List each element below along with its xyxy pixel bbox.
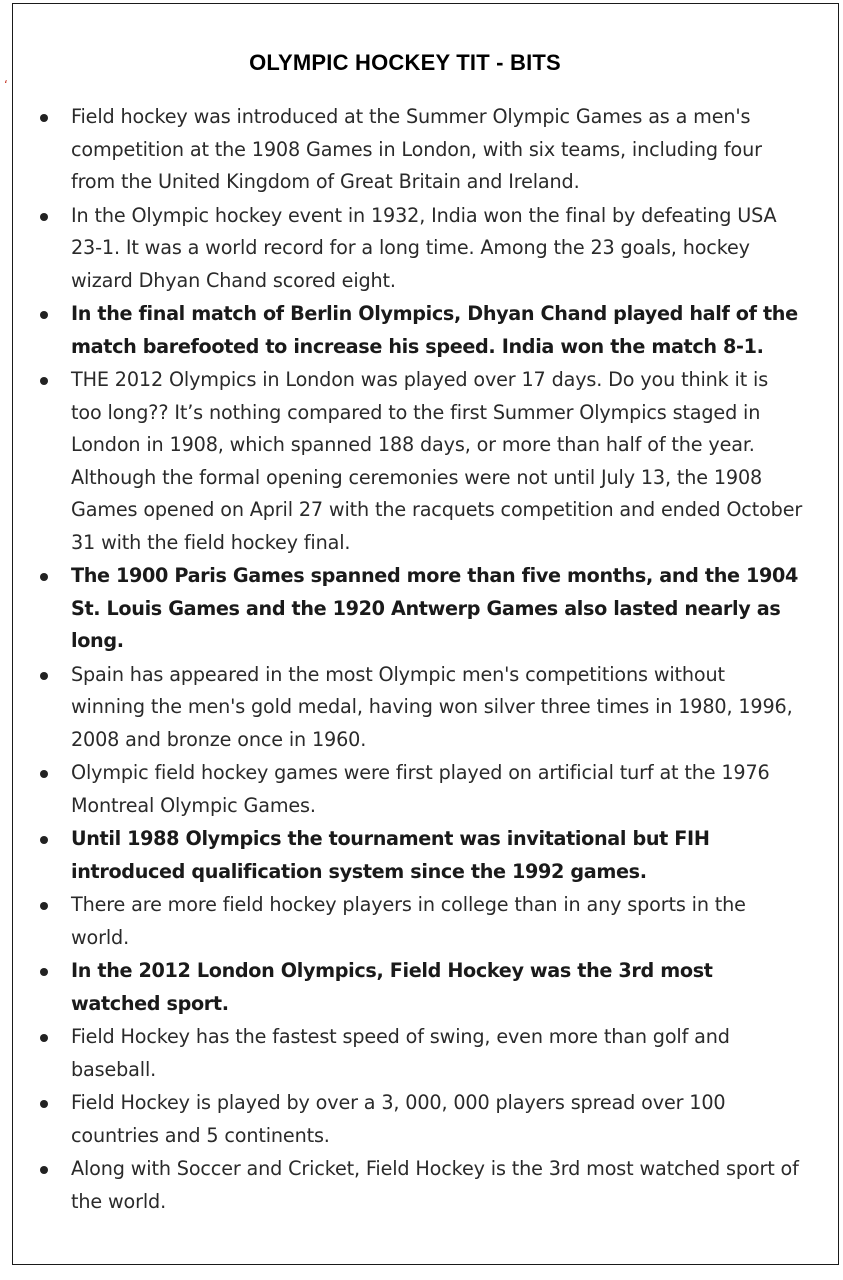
fact-item [33, 1087, 803, 1152]
fact-item [33, 1153, 803, 1218]
bullet-icon [40, 968, 48, 976]
fact-text: Field hockey was introduced at the Summer Olympic Games as a men's competition at the 1908 Games in London, with six teams, including four from the United Kingdom of Great Britain and Ireland. [71, 105, 762, 193]
bullet-icon [40, 902, 48, 910]
bullet-icon [40, 672, 48, 680]
fact-text: Until 1988 Olympics the tournament was invitational but FIH introduced qualification system since the 1992 games. [71, 827, 710, 883]
bullet-icon [40, 573, 48, 581]
fact-text: In the final match of Berlin Olympics, Dhyan Chand played half of the match barefooted to increase his speed. India won the match 8-1. [71, 302, 798, 358]
fact-text: There are more field hockey players in college than in any sports in the world. [71, 893, 746, 949]
fact-item [33, 659, 803, 757]
fact-text: Along with Soccer and Cricket, Field Hockey is the 3rd most watched sport of the world. [71, 1157, 799, 1213]
margin-ink-mark: ‘ [4, 78, 8, 92]
fact-item [33, 200, 803, 298]
fact-text: Spain has appeared in the most Olympic men's competitions without winning the men's gold medal, having won silver three times in 1980, 1996, 2008 and bronze once in 1960. [71, 662, 793, 751]
fact-item [33, 298, 803, 363]
bullet-icon [40, 213, 48, 221]
bullet-icon [40, 770, 48, 778]
fact-item [33, 955, 803, 1020]
fact-item [33, 101, 803, 199]
fact-text: In the Olympic hockey event in 1932, India won the final by defeating USA 23-1. It was a world record for a long time. Among the 23 goals, hockey wizard Dhyan Chand scored eight. [71, 203, 777, 292]
page-title: OLYMPIC HOCKEY TIT - BITS [249, 50, 561, 75]
fact-item [33, 560, 803, 658]
fact-item [33, 889, 803, 954]
fact-text: THE 2012 Olympics in London was played over 17 days. Do you think it is too long?? It’s nothing compared to the first Summer Olympics staged in London in 1908, which spanned 188 days, or more than half of the year. Although the formal opening ceremonies were not until July 13, the 1908 Games opened on April 27 with the racquets competition and ended October 31 with the field hockey final. [71, 368, 803, 554]
bullet-icon [40, 836, 48, 844]
fact-text: Field Hockey has the fastest speed of swing, even more than golf and baseball. [71, 1025, 730, 1081]
fact-text: The 1900 Paris Games spanned more than five months, and the 1904 St. Louis Games and the 1920 Antwerp Games also lasted nearly as long. [71, 564, 798, 652]
bullet-icon [40, 377, 48, 385]
bullet-icon [40, 114, 48, 122]
fact-item [33, 823, 803, 888]
facts-list [33, 101, 803, 1219]
fact-item [33, 757, 803, 822]
fact-text: Olympic field hockey games were first played on artificial turf at the 1976 Montreal Olympic Games. [71, 761, 770, 817]
bullet-icon [40, 311, 48, 319]
fact-item [33, 364, 803, 559]
fact-text: In the 2012 London Olympics, Field Hockey was the 3rd most watched sport. [71, 959, 713, 1015]
bullet-icon [40, 1100, 48, 1108]
fact-item [33, 1021, 803, 1086]
bullet-icon [40, 1034, 48, 1042]
fact-text: Field Hockey is played by over a 3, 000, 000 players spread over 100 countries and 5 continents. [71, 1091, 726, 1147]
bullet-icon [40, 1166, 48, 1174]
